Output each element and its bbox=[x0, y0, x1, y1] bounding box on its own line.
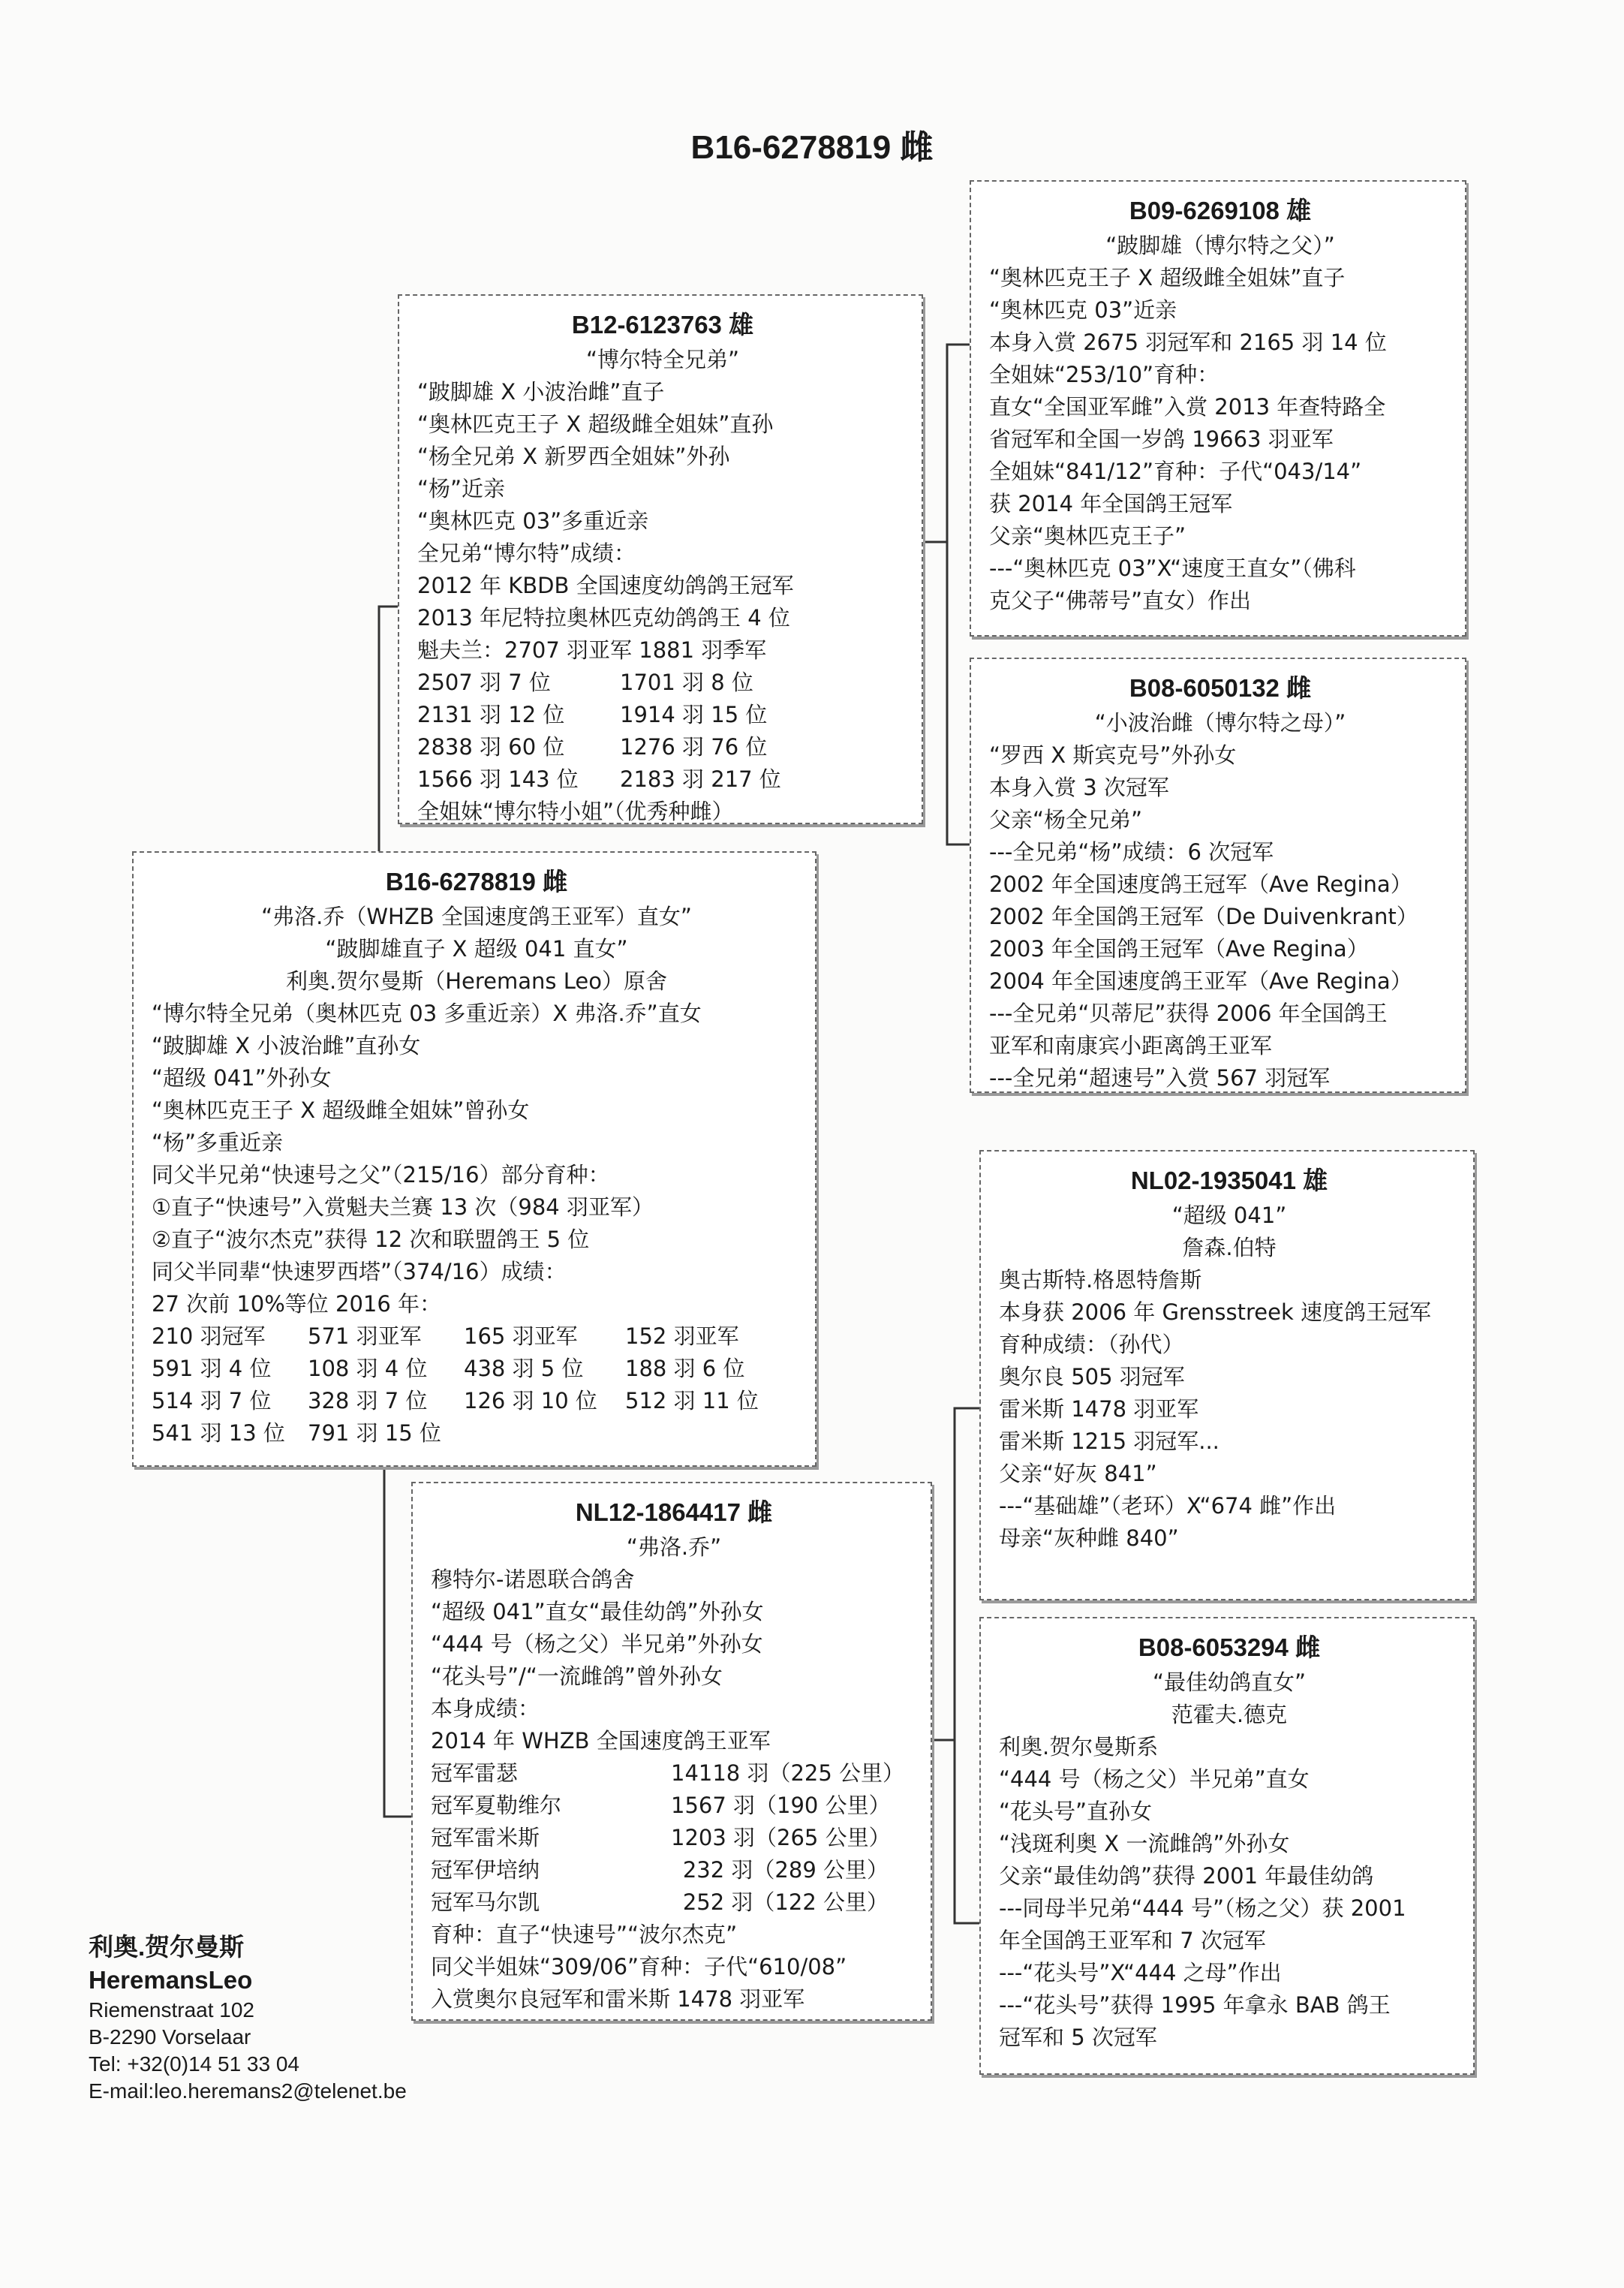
box-line: “超级 041”外孙女 bbox=[152, 1065, 332, 1091]
connector-main-dam bbox=[384, 1467, 411, 1817]
box-line: 父亲“最佳幼鸽”获得 2001 年最佳幼鸽 bbox=[999, 1863, 1374, 1889]
box-line: 同父半姐妹“309/06”育种：子代“610/08” bbox=[431, 1954, 847, 1979]
box-line: 2014 年 WHZB 全国速度鸽王亚军 bbox=[431, 1728, 771, 1754]
box-line: “奥林匹克王子 X 超级雌全姐妹”直孙 bbox=[417, 411, 774, 437]
box-line: 亚军和南康宾小距离鸽王亚军 bbox=[989, 1033, 1273, 1058]
contact-tel: Tel: +32(0)14 51 33 04 bbox=[89, 2052, 299, 2076]
box-line: 省冠军和全国一岁鸽 19663 羽亚军 bbox=[989, 426, 1334, 452]
box-line: “杨”多重近亲 bbox=[152, 1130, 284, 1155]
result-row: 591 羽 4 位 108 羽 4 位 438 羽 5 位 188 羽 6 位 bbox=[152, 1356, 745, 1381]
box-line: 利奥.贺尔曼斯系 bbox=[999, 1734, 1159, 1760]
connector-sire-ancestors bbox=[923, 345, 970, 844]
box-line: ---“奥林匹克 03”X“速度王直女”（佛科 bbox=[989, 555, 1356, 581]
pedigree-box-sire bbox=[398, 294, 923, 824]
box-line: 2002 年全国速度鸽王冠军（Ave Regina） bbox=[989, 872, 1412, 897]
page-title: B16-6278819 雌 bbox=[690, 129, 934, 166]
box-line: 2013 年尼特拉奥林匹克幼鸽鸽王 4 位 bbox=[417, 605, 790, 631]
result-row: 冠军雷米斯 1203 羽（265 公里） bbox=[431, 1825, 891, 1850]
box-line: “跛脚雄 X 小波治雌”直子 bbox=[417, 379, 665, 405]
result-row: 冠军夏勒维尔 1567 羽（190 公里） bbox=[431, 1793, 891, 1818]
box-line: “超级 041”直女“最佳幼鸽”外孙女 bbox=[431, 1599, 764, 1624]
box-header: NL12-1864417 雌 bbox=[575, 1498, 773, 1526]
contact-street: Riemenstraat 102 bbox=[89, 1998, 255, 2022]
contact-block bbox=[89, 1931, 407, 2105]
box-line: “弗洛.乔（WHZB 全国速度鸽王亚军）直女” bbox=[261, 904, 692, 929]
box-line: “奥林匹克 03”近亲 bbox=[989, 297, 1177, 323]
result-row: 冠军马尔凯 252 羽（122 公里） bbox=[431, 1889, 889, 1915]
contact-city: B-2290 Vorselaar bbox=[89, 2025, 251, 2049]
result-row: 冠军伊培纳 232 羽（289 公里） bbox=[431, 1857, 889, 1883]
box-line: ---全兄弟“超速号”入赏 567 羽冠军 bbox=[989, 1065, 1331, 1091]
box-line: 奥古斯特.格恩特詹斯 bbox=[999, 1267, 1202, 1293]
box-line: 本身获 2006 年 Grensstreek 速度鸽王冠军 bbox=[999, 1299, 1432, 1325]
box-line: 利奥.贺尔曼斯（Heremans Leo）原舍 bbox=[286, 968, 667, 994]
pedigree-box-dam-dam bbox=[979, 1617, 1475, 2075]
box-header: B16-6278819 雌 bbox=[385, 868, 568, 896]
box-line: ---同母半兄弟“444 号”（杨之父）获 2001 bbox=[999, 1895, 1406, 1921]
box-line: 雷米斯 1215 羽冠军... bbox=[999, 1428, 1220, 1454]
box-line: 雷米斯 1478 羽亚军 bbox=[999, 1396, 1199, 1422]
box-line: 母亲“灰种雌 840” bbox=[999, 1525, 1179, 1551]
result-row: 2507 羽 7 位 1701 羽 8 位 bbox=[417, 670, 753, 695]
box-line: “花头号”/“一流雌鸽”曾外孙女 bbox=[431, 1663, 723, 1689]
box-line: 入赏奥尔良冠军和雷米斯 1478 羽亚军 bbox=[431, 1986, 805, 2012]
box-header: NL02-1935041 雄 bbox=[1130, 1167, 1328, 1194]
box-line: 2002 年全国鸽王冠军（De Duivenkrant） bbox=[989, 904, 1418, 929]
pedigree-box-dam-sire bbox=[979, 1150, 1475, 1600]
box-line: 穆特尔-诺恩联合鸽舍 bbox=[431, 1567, 635, 1592]
box-line: “跛脚雄直子 X 超级 041 直女” bbox=[325, 936, 628, 962]
box-line: 育种成绩：（孙代） bbox=[999, 1332, 1184, 1357]
box-line: ---“花头号”X“444 之母”作出 bbox=[999, 1960, 1282, 1985]
box-line: “444 号（杨之父）半兄弟”外孙女 bbox=[431, 1631, 763, 1657]
box-line: “花头号”直孙女 bbox=[999, 1799, 1153, 1824]
box-line: “跛脚雄 X 小波治雌”直孙女 bbox=[152, 1033, 421, 1058]
result-row: 2131 羽 12 位 1914 羽 15 位 bbox=[417, 702, 768, 727]
box-line: “浅斑利奥 X 一流雌鸽”外孙女 bbox=[999, 1831, 1290, 1856]
pedigree-box-sire-dam bbox=[970, 658, 1466, 1093]
box-line: ---全兄弟“贝蒂尼”获得 2006 年全国鸽王 bbox=[989, 1001, 1388, 1026]
box-line: “杨”近亲 bbox=[417, 476, 506, 501]
box-line: “罗西 X 斯宾克号”外孙女 bbox=[989, 742, 1237, 768]
box-line: 冠军和 5 次冠军 bbox=[999, 2025, 1157, 2050]
box-line: “小波治雌（博尔特之母）” bbox=[1094, 710, 1346, 736]
box-line: “444 号（杨之父）半兄弟”直女 bbox=[999, 1766, 1310, 1792]
box-line: 年全国鸽王亚军和 7 次冠军 bbox=[999, 1928, 1266, 1953]
box-line: 获 2014 年全国鸽王冠军 bbox=[989, 491, 1233, 516]
result-row: 冠军雷瑟 14118 羽（225 公里） bbox=[431, 1760, 905, 1786]
box-line: 詹森.伯特 bbox=[1182, 1235, 1277, 1260]
contact-name-cn: 利奥.贺尔曼斯 bbox=[89, 1933, 245, 1961]
box-line: “奥林匹克王子 X 超级雌全姐妹”直子 bbox=[989, 265, 1346, 291]
box-line: “博尔特全兄弟（奥林匹克 03 多重近亲）X 弗洛.乔”直女 bbox=[152, 1001, 702, 1026]
box-line: 2004 年全国速度鸽王亚军（Ave Regina） bbox=[989, 968, 1412, 994]
box-line: 同父半同辈“快速罗西塔”（374/16）成绩： bbox=[152, 1259, 567, 1284]
box-line: “最佳幼鸽直女” bbox=[1152, 1669, 1307, 1695]
box-line: “博尔特全兄弟” bbox=[585, 347, 740, 372]
box-line: 全兄弟“博尔特”成绩： bbox=[417, 540, 636, 566]
contact-email[interactable]: E-mail:leo.heremans2@telenet.be bbox=[89, 2079, 407, 2103]
box-line: “奥林匹克王子 X 超级雌全姐妹”曾孙女 bbox=[152, 1097, 530, 1123]
box-line: ②直子“波尔杰克”获得 12 次和联盟鸽王 5 位 bbox=[152, 1227, 590, 1252]
box-line: ---全兄弟“杨”成绩：6 次冠军 bbox=[989, 839, 1274, 865]
box-line: 2012 年 KBDB 全国速度幼鸽鸽王冠军 bbox=[417, 573, 794, 598]
box-line: 父亲“好灰 841” bbox=[999, 1461, 1157, 1486]
box-line: 27 次前 10%等位 2016 年： bbox=[152, 1291, 442, 1317]
box-header: B08-6053294 雌 bbox=[1138, 1633, 1321, 1661]
box-line: 父亲“杨全兄弟” bbox=[989, 807, 1143, 832]
box-line: 父亲“奥林匹克王子” bbox=[989, 523, 1186, 549]
box-line: 育种：直子“快速号”“波尔杰克” bbox=[431, 1922, 738, 1947]
pedigree-box-dam bbox=[411, 1482, 932, 2021]
box-line: ①直子“快速号”入赏魁夫兰赛 13 次（984 羽亚军） bbox=[152, 1194, 654, 1220]
box-line: 魁夫兰：2707 羽亚军 1881 羽季军 bbox=[417, 637, 767, 663]
box-line: 全姐妹“841/12”育种：子代“043/14” bbox=[989, 459, 1362, 484]
box-header: B08-6050132 雌 bbox=[1129, 674, 1312, 702]
box-line: 本身入赏 2675 羽冠军和 2165 羽 14 位 bbox=[989, 330, 1387, 355]
result-row: 2838 羽 60 位 1276 羽 76 位 bbox=[417, 734, 768, 760]
result-row: 541 羽 13 位 791 羽 15 位 bbox=[152, 1420, 441, 1446]
box-line: 全姐妹“253/10”育种： bbox=[989, 362, 1220, 387]
box-line: 奥尔良 505 羽冠军 bbox=[999, 1364, 1185, 1389]
contact-name-en: HeremansLeo bbox=[89, 1966, 253, 1994]
box-line: “跛脚雄（博尔特之父）” bbox=[1105, 233, 1335, 258]
box-line: “弗洛.乔” bbox=[626, 1534, 722, 1560]
box-line: 直女“全国亚军雌”入赏 2013 年查特路全 bbox=[989, 394, 1386, 420]
connector-main-sire bbox=[379, 607, 398, 851]
result-row: 210 羽冠军 571 羽亚军 165 羽亚军 152 羽亚军 bbox=[152, 1323, 739, 1349]
box-line: “超级 041” bbox=[1171, 1203, 1287, 1228]
result-row: 1566 羽 143 位 2183 羽 217 位 bbox=[417, 766, 781, 792]
box-line: 本身入赏 3 次冠军 bbox=[989, 775, 1169, 800]
result-row: 514 羽 7 位 328 羽 7 位 126 羽 10 位 512 羽 11 位 bbox=[152, 1388, 759, 1413]
box-header: B09-6269108 雄 bbox=[1129, 197, 1312, 224]
box-line: 全姐妹“博尔特小姐”（优秀种雌） bbox=[417, 799, 734, 824]
box-line: “奥林匹克 03”多重近亲 bbox=[417, 508, 649, 534]
pedigree-box-main bbox=[132, 851, 817, 1467]
box-line: 2003 年全国鸽王冠军（Ave Regina） bbox=[989, 936, 1369, 962]
box-line: ---“花头号”获得 1995 年拿永 BAB 鸽王 bbox=[999, 1992, 1391, 2018]
pedigree-box-sire-sire bbox=[970, 180, 1466, 637]
box-line: 本身成绩： bbox=[431, 1696, 540, 1721]
box-line: 同父半兄弟“快速号之父”（215/16）部分育种： bbox=[152, 1162, 610, 1188]
box-line: ---“基础雄”（老环）X“674 雌”作出 bbox=[999, 1493, 1337, 1519]
box-line: “杨全兄弟 X 新罗西全姐妹”外孙 bbox=[417, 444, 730, 469]
box-header: B12-6123763 雄 bbox=[571, 311, 754, 339]
connector-dam-ancestors bbox=[932, 1408, 979, 1923]
box-line: 范霍夫.德克 bbox=[1171, 1702, 1288, 1727]
box-line: 克父子“佛蒂号”直女）作出 bbox=[989, 588, 1252, 613]
